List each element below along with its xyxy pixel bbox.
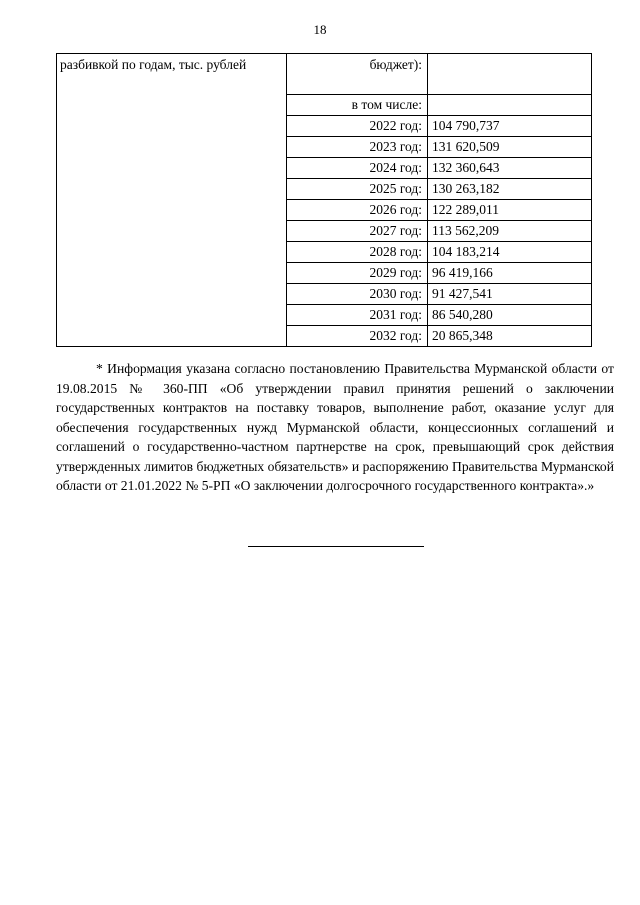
- amount-cell: 104 183,214: [428, 242, 592, 263]
- divider-line: [248, 546, 424, 547]
- budget-table: [56, 53, 592, 347]
- table-subheader-value-cell: [428, 95, 592, 116]
- amount-cell: 131 620,509: [428, 137, 592, 158]
- year-cell: 2030 год:: [287, 284, 428, 305]
- amount-cell: 122 289,011: [428, 200, 592, 221]
- year-cell: 2028 год:: [287, 242, 428, 263]
- year-cell: 2032 год:: [287, 326, 428, 347]
- year-cell: 2031 год:: [287, 305, 428, 326]
- amount-cell: 86 540,280: [428, 305, 592, 326]
- year-cell: 2023 год:: [287, 137, 428, 158]
- table-header-cell: бюджет):: [287, 54, 428, 95]
- table-description-cell: разбивкой по годам, тыс. рублей: [57, 54, 287, 347]
- table-header-row: [57, 54, 592, 95]
- table-header-value-cell: [428, 54, 592, 95]
- year-cell: 2027 год:: [287, 221, 428, 242]
- year-cell: 2025 год:: [287, 179, 428, 200]
- year-cell: 2022 год:: [287, 116, 428, 137]
- amount-cell: 104 790,737: [428, 116, 592, 137]
- footnote-paragraph: * Информация указана согласно постановлению Правительства Мурманской области от 19.08.2015 № 360-ПП «Об утверждении правил принятия решений о заключении государственных контрактов на поставку товаров, выполнение работ, оказание услуг для обеспечения государственных нужд Мурманской области, концессионных соглашений и соглашений о государственно-частном партнерстве на срок, превышающий срок действия утвержденных лимитов бюджетных обязательств» и распоряжению Правительства Мурманской области от 21.01.2022 № 5-РП «О заключении долгосрочного государственного контракта».»: [56, 361, 614, 493]
- amount-cell: 132 360,643: [428, 158, 592, 179]
- amount-cell: 113 562,209: [428, 221, 592, 242]
- amount-cell: 130 263,182: [428, 179, 592, 200]
- year-cell: 2024 год:: [287, 158, 428, 179]
- amount-cell: 96 419,166: [428, 263, 592, 284]
- page-number: 18: [313, 22, 327, 37]
- year-cell: 2029 год:: [287, 263, 428, 284]
- year-cell: 2026 год:: [287, 200, 428, 221]
- amount-cell: 91 427,541: [428, 284, 592, 305]
- amount-cell: 20 865,348: [428, 326, 592, 347]
- table-subheader-cell: в том числе:: [287, 95, 428, 116]
